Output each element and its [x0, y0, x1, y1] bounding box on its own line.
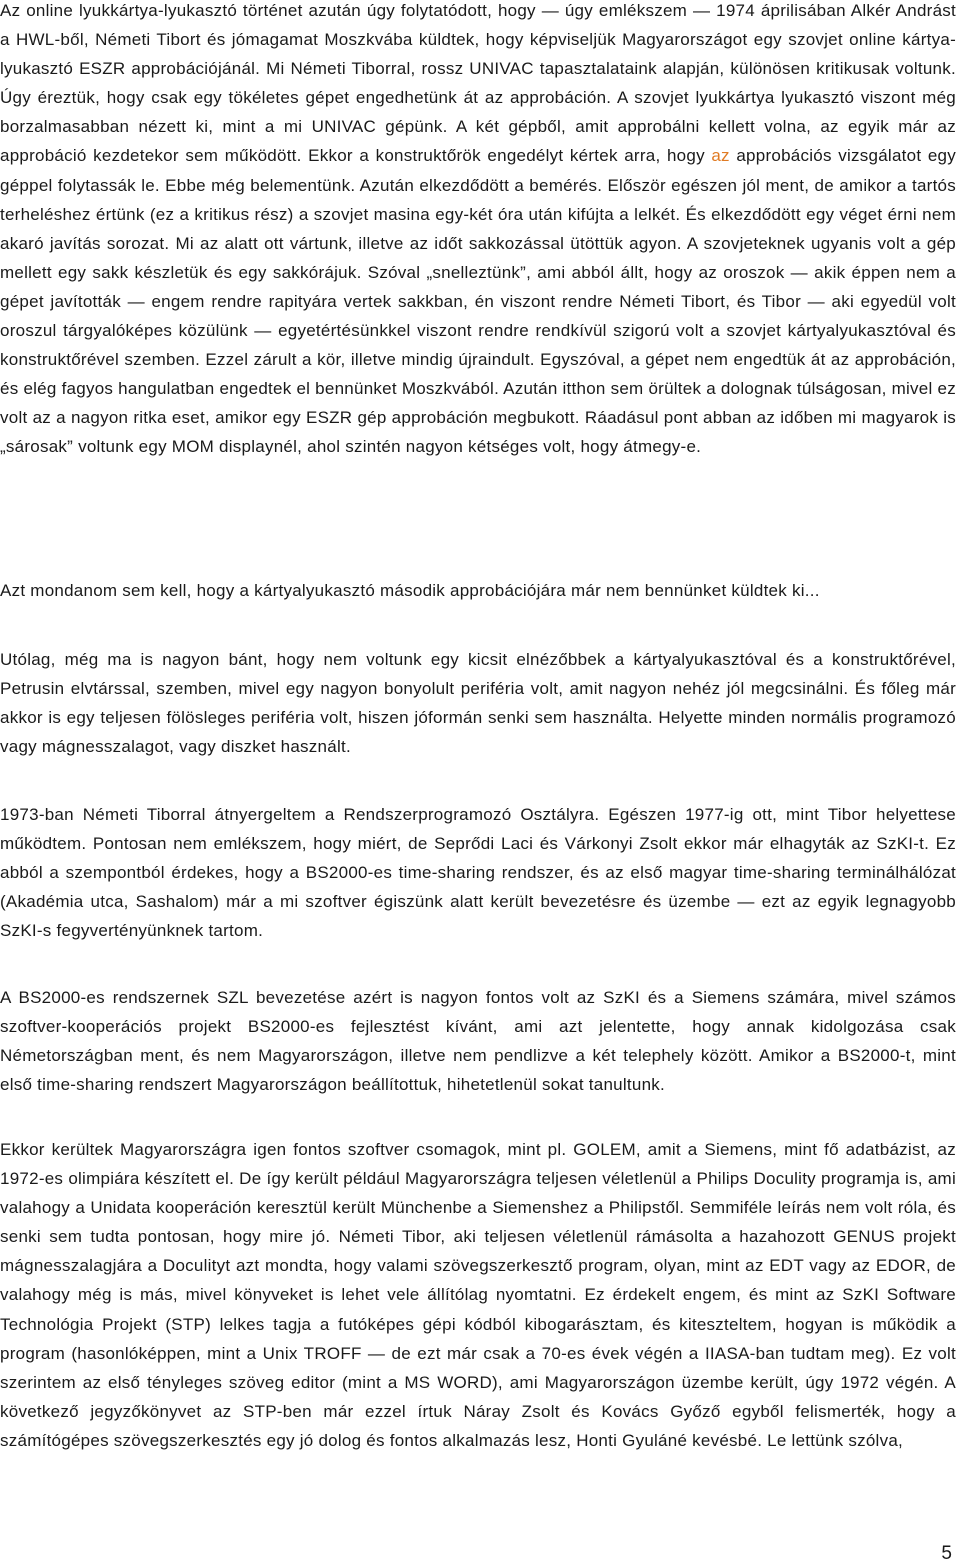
page-number: 5 [941, 1543, 952, 1564]
paragraph-approbation-story [0, 0, 956, 462]
paragraph-software-packages: Ekkor kerültek Magyarországra igen fontos szoftver csomagok, mint pl. GOLEM, amit a Siemens, mint fő adatbázist, az 1972-es olimpiára készített el. De így került például Magyarországra teljesen véletlenül a Philips Doculity programja is, ami valahogy a Unidata kooperáción keresztül került Münchenbe a Siemenshez a Philipstől. Semmiféle leírás nem volt róla, és senki sem tudta pontosan, hogy mire jó. Németi Tibor, aki teljesen véletlenül rámásolta a hazahozott GENUS projekt mágnesszalagjára a Doculityt azt mondta, hogy valami szövegszerkesztő program, olyan, mint az EDT vagy az EDOR, de valahogy még is más, mivel könyveket is lehet vele állítólag nyomtatni. Ez érdekelt engem, és mint az SzKI Software Technológia Projekt (STP) lelkes tagja a futóképes gépi kódból kibogarásztam, és kiteszteltem, hogyan is működik a program (hasonlóképpen, mint a Unix TROFF ― de ezt már csak a 70-es évek végén a IIASA-ban tudtam meg). Ez volt szerintem az első tényleges szöveg editor (mint a MS WORD), ami Magyarországon üzembe került, úgy 1972 végén. A következő jegyzőkönyvet az STP-ben már ezzel írtuk Náray Zsolt és Kovács Győző egyből felismerték, hogy a számítógépes szövegszerkesztés egy jó dolog és fontos alkalmazás lesz, Honti Gyuláné kevésbé. Le lettünk szólva, [0, 1140, 956, 1450]
paragraph-bs2000: A BS2000-es rendszernek SZL bevezetése azért is nagyon fontos volt az SzKI és a Siemens számára, mivel számos szoftver-kooperációs projekt BS2000-es fejlesztést kívánt, ami azt jelentette, hogy annak kidolgozása csak Németországban ment, és nem Magyarországon, illetve nem pendlizve a két telephely között. Amikor a BS2000-t, mint első time-sharing rendszert Magyarországon beállítottuk, hihetetlenül sokat tanultunk. [0, 988, 956, 1095]
paragraph-regret: Utólag, még ma is nagyon bánt, hogy nem voltunk egy kicsit elnézőbbek a kártyalyukasztóval és a konstruktőrével, Petrusin elvtárssal, szemben, mivel egy nagyon bonyolult periféria volt, amit nagyon nehéz jól megcsinálni. És főleg már akkor is egy teljesen fölösleges periféria volt, hiszen jóformán senki sem használta. Helyette minden normális programozó vagy mágnesszalagot, vagy diszket használt. [0, 650, 956, 757]
paragraph-1973-transfer: 1973-ban Németi Tiborral átnyergeltem a Rendszerprogramozó Osztályra. Egészen 1977-ig ott, mint Tibor helyettese működtem. Pontosan nem emlékszem, hogy miért, de Seprődi Laci és Várkonyi Zsolt ekkor már elhagyták az SzKI-t. Ez abból a szempontból érdekes, hogy a BS2000-es time-sharing rendszer, és az első magyar time-sharing terminálhálózat (Akadémia utca, Sashalom) már a mi szoftver égiszünk alatt került bevezetésre és üzembe ― ezt az egyik legnagyobb SzKI-s fegyvertényünknek tartom. [0, 805, 956, 941]
paragraph-second-approbation: Azt mondanom sem kell, hogy a kártyalyukasztó második approbációjára már nem bennünket küldtek ki... [0, 581, 820, 600]
paragraph-text: approbációs vizsgálatot egy géppel folytassák le. Ebbe még belementünk. Azután elkezdődött a bemérés. Először egészen jól ment, de amikor a tartós terheléshez értünk (ez a kritikus rész) a szovjet masina egy-két óra után kifújta a lelkét. És elkezdődött egy véget érni nem akaró javítás sorozat. Mi az alatt ott vártunk, illetve az időt sakkozással ütöttük agyon. A szovjeteknek ugyanis volt a gép mellett egy sakk készletük és egy sakkórájuk. Szóval „snelleztünk”, ami abból állt, hogy az oroszok ― akik éppen nem a gépet javították ― engem rendre rapityára vertek sakkban, én viszont rendre Németi Tibort, és Tibor ― aki egyedül volt oroszul tárgyalóképes közülünk ― egyetértésünkkel viszont rendre rendkívül szigorú volt a szovjet kártyalyukasztóval és konstruktőrével szemben. Ezzel zárult a kör, illetve mindig újraindult. Egyszóval, a gépet nem engedtük át az approbáción, és elég fagyos hangulatban engedtek el bennünket Moszkvából. Azután itthon sem örültek a dolognak túlságosan, mivel ez volt az a nagyon ritka eset, amikor egy ESZR gép approbáción megbukott. Ráadásul pont abban az időben mi magyarok is „sárosak” voltunk egy MOM displaynél, ahol szintén nagyon kétséges volt, hogy átmegy-e. [0, 146, 956, 457]
paragraph-text: Az online lyukkártya-lyukasztó történet azután úgy folytatódott, hogy ― úgy emlékszem ― 1974 áprilisában Alkér Andrást a HWL-ből, Németi Tibort és jómagamat Moszkvába küldtek, hogy képviseljük Magyarországot egy szovjet online kártya-lyukasztó ESZR approbációjánál. Mi Németi Tiborral, rossz UNIVAC tapasztalataink alapján, különösen kritikusak voltunk. Úgy éreztük, hogy csak egy tökéletes gépet engedhetünk át az approbáción. A szovjet lyukkártya lyukasztó viszont még borzalmasabban nézett ki, mint a mi UNIVAC gépünk. A két gépből, amit approbálni kellett volna, az egyik már az approbáció kezdetekor sem működött. Ekkor a konstruktőrök engedélyt kértek arra, hogy [0, 1, 956, 166]
highlighted-word: az [711, 146, 730, 166]
